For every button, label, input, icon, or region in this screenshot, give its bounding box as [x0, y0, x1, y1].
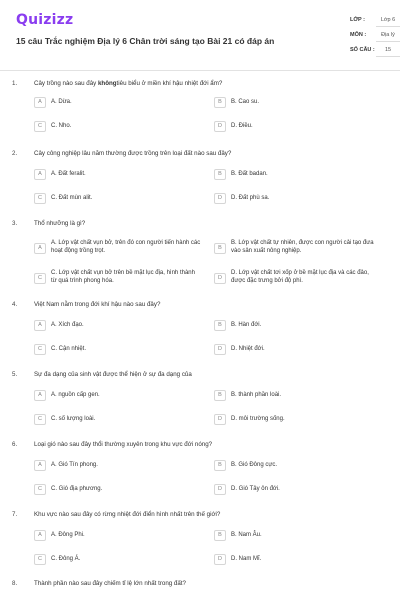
option-text: B. Lớp vật chất tự nhiên, được con người cải tạo đưa vào sản xuất nông nghiệp. — [231, 240, 374, 254]
option-text: C. Đông Á. — [51, 556, 81, 562]
option-text: A. Xích đạo. — [51, 322, 84, 328]
question-text — [34, 80, 374, 87]
option-text: B. Hàn đới. — [231, 322, 262, 328]
option-text: B. Gió Đông cực. — [231, 462, 278, 468]
meta-value: Địa lý — [376, 29, 400, 42]
option-text: A. Dừa. — [51, 99, 72, 105]
option-text: D. Đất phù sa. — [231, 195, 270, 201]
brand-logo[interactable]: Quizizz — [16, 12, 74, 28]
question-number: 4. — [12, 301, 18, 308]
question-number: 3. — [12, 220, 18, 227]
question-text: Việt Nam nằm trong đới khí hậu nào sau đây? — [34, 301, 161, 308]
option-text: D. Lớp vật chất tơi xốp ở bề mặt lục địa và các đảo, được đặc trưng bởi độ phì. — [231, 270, 369, 284]
question-text: Cây công nghiệp lâu năm thường được trồng trên loại đất nào sau đây? — [34, 150, 232, 157]
option-letter-badge: C — [34, 414, 46, 425]
meta-panel — [336, 14, 400, 59]
option-letter-badge: B — [214, 243, 226, 254]
question-number: 6. — [12, 441, 18, 448]
meta-row-count — [336, 44, 400, 59]
question-text-part: tiêu biểu ở miền khí hậu nhiệt đới ẩm? — [116, 80, 223, 87]
question-number: 7. — [12, 511, 18, 518]
question-number: 8. — [12, 580, 18, 587]
question-text: Thành phần nào sau đây chiếm tỉ lệ lớn nhất trong đất? — [34, 580, 186, 587]
option-letter-badge: C — [34, 344, 46, 355]
meta-label: LỚP : — [350, 17, 365, 23]
meta-value: Lớp 6 — [376, 14, 400, 27]
option-letter-badge: B — [214, 97, 226, 108]
option-text: D. Nam Mĩ. — [231, 556, 262, 562]
option-letter-badge: A — [34, 97, 46, 108]
option-letter-badge: C — [34, 554, 46, 565]
option-letter-badge: B — [214, 390, 226, 401]
option-text: B. Cao su. — [231, 99, 260, 105]
option-text: B. thành phần loài. — [231, 392, 282, 398]
option-letter-badge: A — [34, 243, 46, 254]
option-text: D. Gió Tây ôn đới. — [231, 486, 280, 492]
question-number: 2. — [12, 150, 18, 157]
option-text: A. Đất feralit. — [51, 171, 86, 177]
page-title: 15 câu Trắc nghiệm Địa lý 6 Chân trời sáng tạo Bài 21 có đáp án — [16, 36, 275, 46]
option-letter-badge: D — [214, 193, 226, 204]
option-letter-badge: D — [214, 121, 226, 132]
option-letter-badge: D — [214, 344, 226, 355]
option-letter-badge: B — [214, 460, 226, 471]
question-text-part: Cây trồng nào sau đây — [34, 80, 98, 87]
option-letter-badge: A — [34, 530, 46, 541]
meta-value: 15 — [376, 44, 400, 57]
option-text: A. nguồn cấp gen. — [51, 392, 100, 398]
question-number: 1. — [12, 80, 18, 87]
option-letter-badge: A — [34, 460, 46, 471]
question-text: Khu vực nào sau đây có rừng nhiệt đới điển hình nhất trên thế giới? — [34, 511, 221, 518]
option-letter-badge: C — [34, 121, 46, 132]
option-letter-badge: C — [34, 193, 46, 204]
header-divider — [0, 70, 400, 71]
option-text: C. Gió địa phương. — [51, 486, 103, 492]
option-letter-badge: B — [214, 169, 226, 180]
option-letter-badge: B — [214, 530, 226, 541]
option-text: B. Nam Âu. — [231, 532, 262, 538]
meta-label: SỐ CÂU : — [350, 47, 375, 53]
meta-row-subject — [336, 29, 400, 44]
option-letter-badge: D — [214, 554, 226, 565]
worksheet-header — [16, 12, 396, 68]
option-letter-badge: D — [214, 414, 226, 425]
option-text: A. Đông Phi. — [51, 532, 85, 538]
option-text: C. số lượng loài. — [51, 416, 96, 422]
option-letter-badge: D — [214, 273, 226, 284]
meta-label: MÔN : — [350, 32, 367, 38]
option-letter-badge: C — [34, 273, 46, 284]
option-letter-badge: C — [34, 484, 46, 495]
option-text: D. Nhiệt đới. — [231, 346, 265, 352]
option-text: C. Lớp vật chất vụn bở trên bề mặt lục địa, hình thành từ quá trình phong hóa. — [51, 270, 195, 284]
option-text: C. Cận nhiệt. — [51, 346, 87, 352]
option-letter-badge: A — [34, 169, 46, 180]
option-letter-badge: A — [34, 390, 46, 401]
option-text: A. Lớp vật chất vụn bở, trên đó con người tiến hành các hoạt động trồng trọt. — [51, 240, 201, 254]
option-text: C. Nho. — [51, 123, 72, 129]
option-letter-badge: A — [34, 320, 46, 331]
meta-row-grade — [336, 14, 400, 29]
option-letter-badge: D — [214, 484, 226, 495]
question-text: Sự đa dạng của sinh vật được thể hiện ở sự đa dạng của — [34, 371, 192, 378]
option-text: B. Đất badan. — [231, 171, 268, 177]
question-text: Loại gió nào sau đây thổi thường xuyên trong khu vực đới nóng? — [34, 441, 213, 448]
option-text: D. Điều. — [231, 123, 253, 129]
option-text: A. Gió Tín phong. — [51, 462, 98, 468]
question-number: 5. — [12, 371, 18, 378]
option-letter-badge: B — [214, 320, 226, 331]
question-text: Thổ nhưỡng là gì? — [34, 220, 86, 227]
question-text-emphasis: không — [97, 80, 117, 87]
option-text: C. Đất mùn alit. — [51, 195, 93, 201]
option-text: D. môi trường sống. — [231, 416, 285, 422]
